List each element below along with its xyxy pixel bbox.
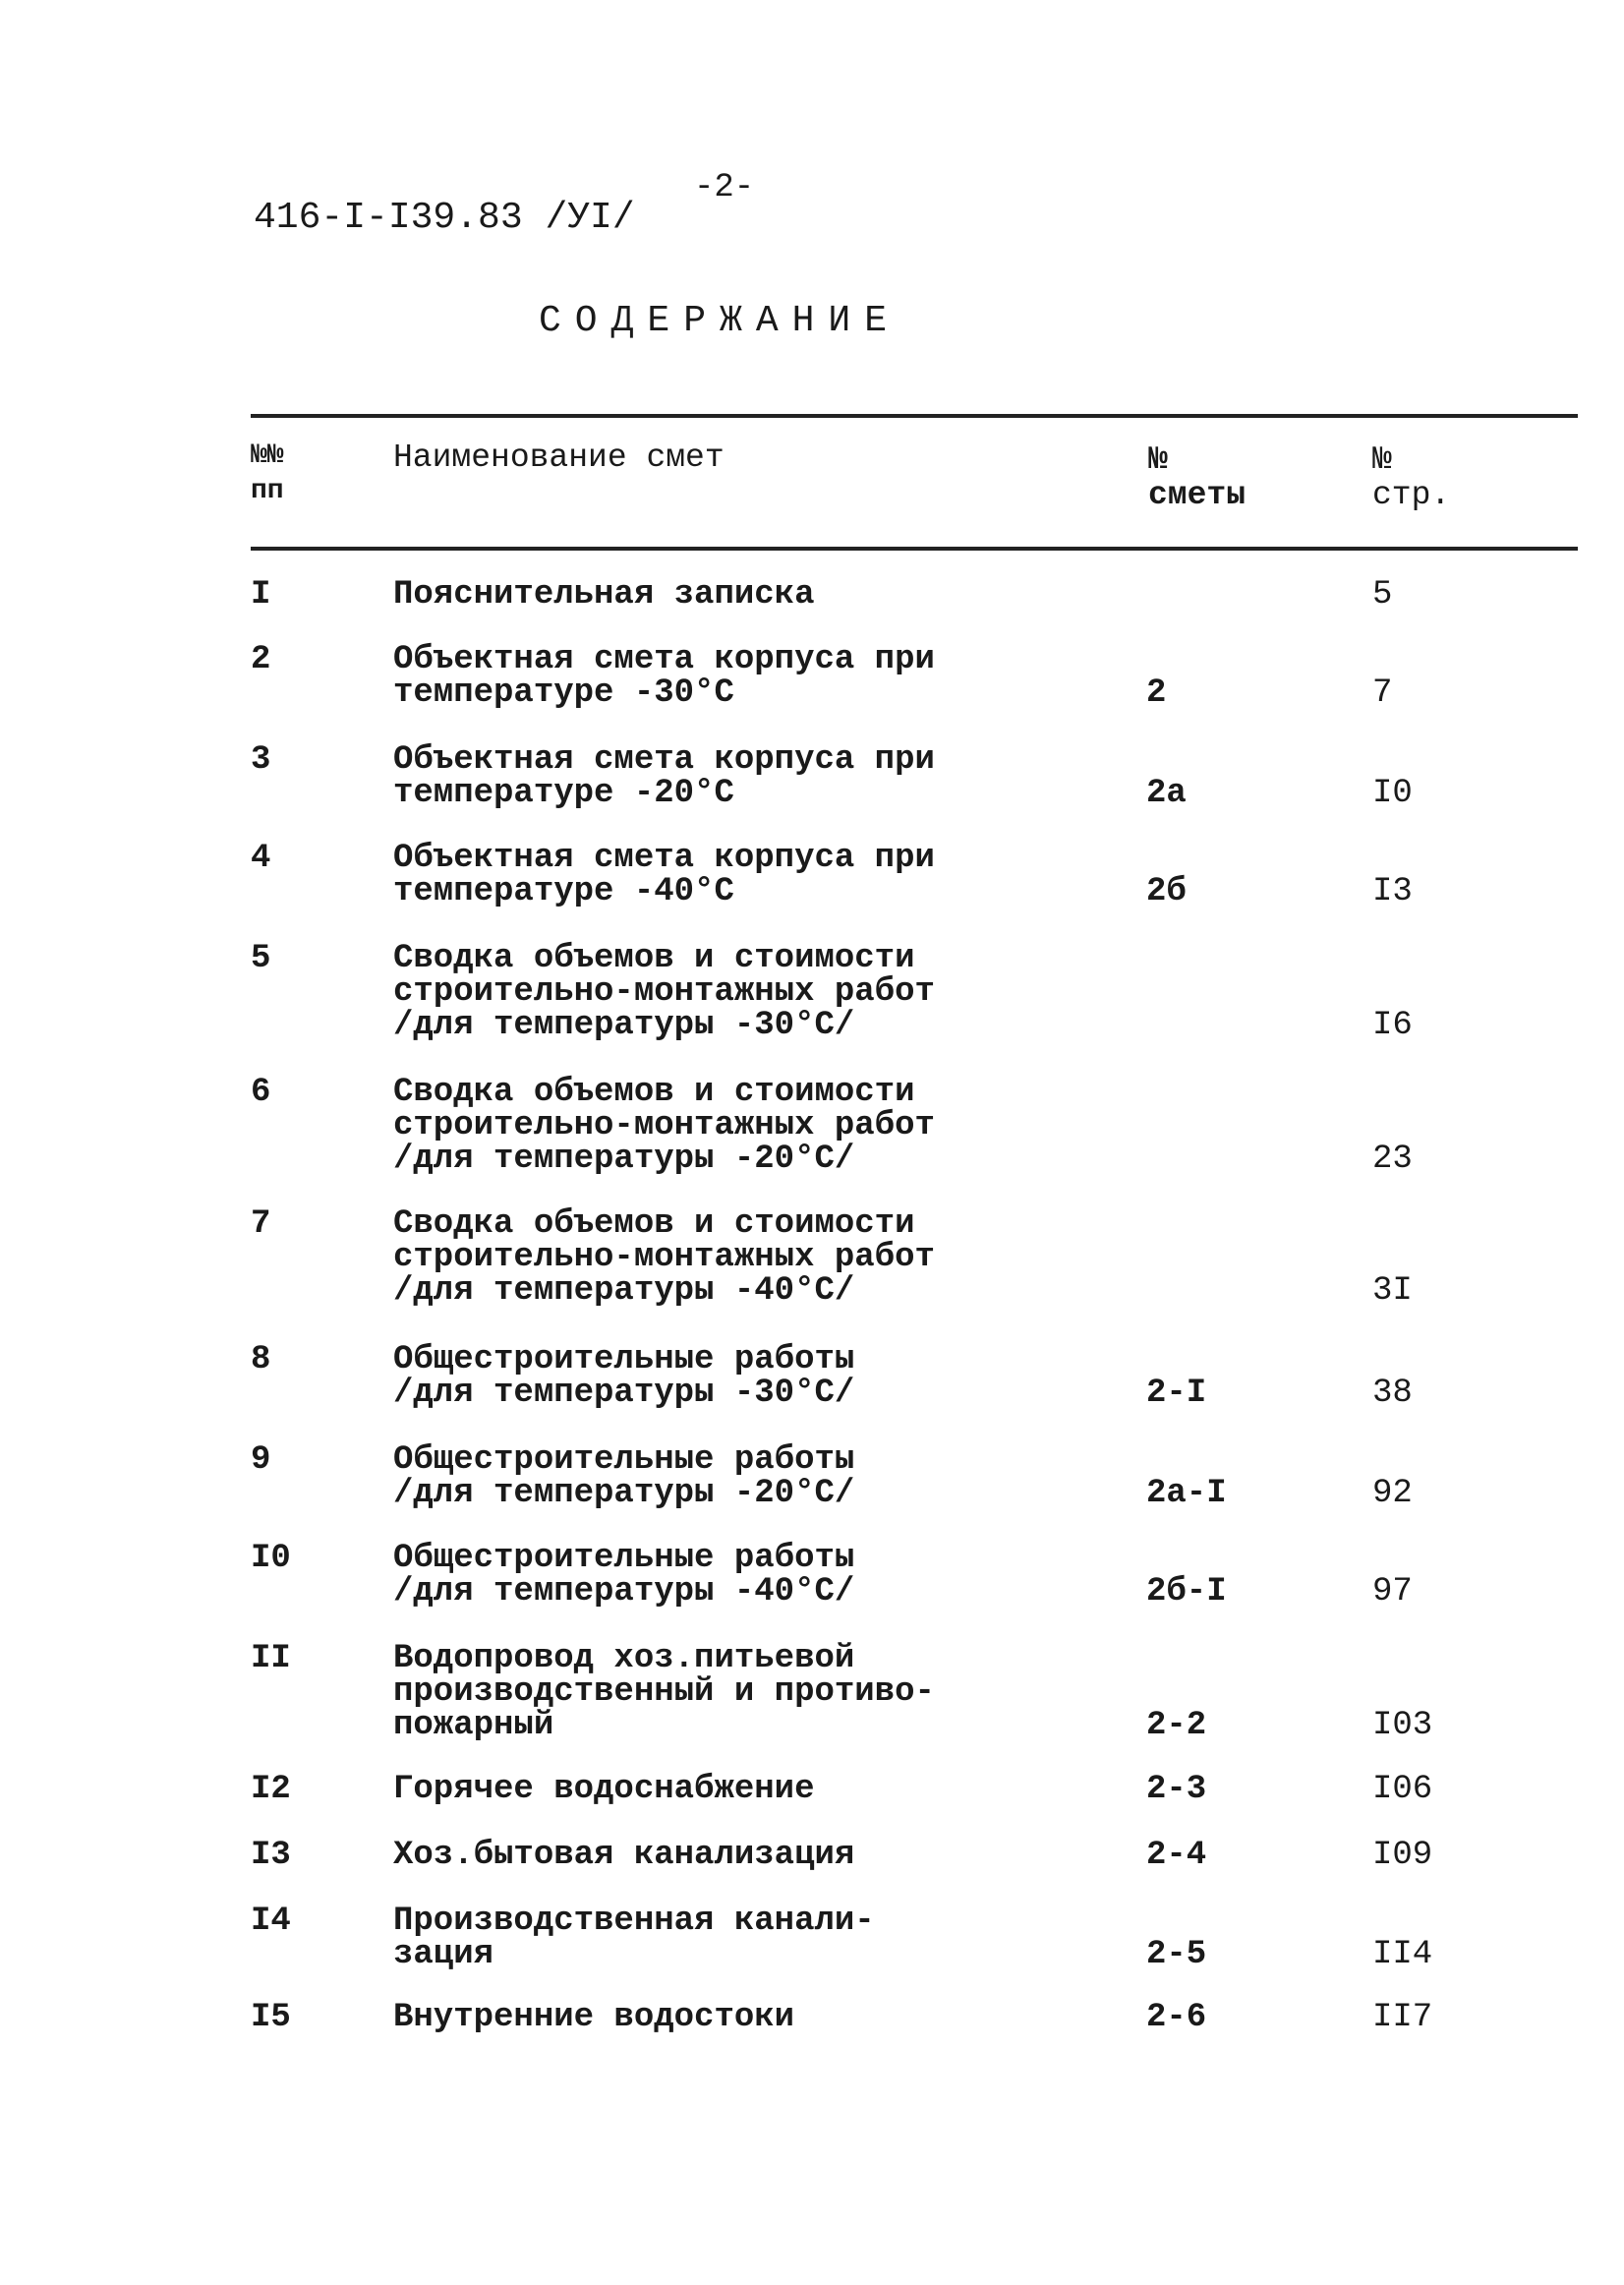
row-number: I2 xyxy=(251,1771,291,1808)
name-line: Сводка объемов и стоимости xyxy=(393,1074,915,1111)
page-ref: II4 xyxy=(1372,1936,1433,1973)
page-ref: I06 xyxy=(1372,1771,1433,1808)
table-row xyxy=(0,1443,1624,1510)
row-number: 6 xyxy=(251,1074,271,1111)
document-number: 416-I-I39.83 /УI/ xyxy=(254,197,635,239)
row-number: 9 xyxy=(251,1441,271,1479)
name-line: /для температуры -40°C/ xyxy=(393,1272,855,1310)
header-line: пп xyxy=(251,476,284,506)
name-line: /для температуры -30°C/ xyxy=(393,1375,855,1412)
name-line: Общестроительные работы xyxy=(393,1441,855,1479)
estimate-name xyxy=(393,643,935,710)
table-row xyxy=(0,1542,1624,1609)
estimate-name xyxy=(393,2001,794,2034)
header-line: №№ xyxy=(251,440,284,471)
row-number: I5 xyxy=(251,1999,291,2036)
column-header-name: Наименование смет xyxy=(393,439,725,476)
name-line: /для температуры -20°C/ xyxy=(393,1141,855,1178)
estimate-name xyxy=(393,1443,854,1510)
table-row xyxy=(0,1207,1624,1308)
table-row xyxy=(0,1642,1624,1742)
name-line: строительно-монтажных работ xyxy=(393,1107,935,1144)
header-line: № xyxy=(1372,441,1392,478)
estimate-number: 2-2 xyxy=(1146,1707,1207,1744)
column-header-estimate xyxy=(1148,442,1246,513)
page-number: -2- xyxy=(694,169,755,206)
estimate-number: 2б xyxy=(1146,873,1187,910)
estimate-number: 2-3 xyxy=(1146,1771,1207,1808)
estimate-name xyxy=(393,842,935,908)
name-line: /для температуры -40°C/ xyxy=(393,1573,855,1611)
estimate-name xyxy=(393,578,814,612)
estimate-number: 2-I xyxy=(1146,1375,1207,1412)
page-ref: 3I xyxy=(1372,1272,1413,1310)
page-ref: I03 xyxy=(1372,1707,1433,1744)
name-line: пожарный xyxy=(393,1707,554,1744)
page-ref: 23 xyxy=(1372,1141,1413,1178)
name-line: Хоз.бытовая канализация xyxy=(393,1837,855,1874)
name-line: Внутренние водостоки xyxy=(393,1999,795,2036)
table-row xyxy=(0,2001,1624,2034)
estimate-name xyxy=(393,1076,935,1176)
page-ref: I3 xyxy=(1372,873,1413,910)
estimate-name xyxy=(393,1207,935,1308)
estimate-number: 2б-I xyxy=(1146,1573,1227,1611)
name-line: строительно-монтажных работ xyxy=(393,1239,935,1276)
estimate-name xyxy=(393,1343,854,1410)
estimate-name xyxy=(393,1773,814,1806)
name-line: температуре -40°C xyxy=(393,873,734,910)
table-row xyxy=(0,842,1624,908)
page-ref: 97 xyxy=(1372,1573,1413,1611)
column-header-page xyxy=(1372,442,1450,513)
name-line: Сводка объемов и стоимости xyxy=(393,940,915,977)
row-number: I xyxy=(251,576,271,614)
estimate-name xyxy=(393,1904,875,1971)
table-row xyxy=(0,1773,1624,1806)
estimate-name xyxy=(393,1839,854,1872)
table-row xyxy=(0,643,1624,710)
name-line: Общестроительные работы xyxy=(393,1540,855,1577)
table-row xyxy=(0,578,1624,612)
row-number: 3 xyxy=(251,741,271,779)
row-number: 7 xyxy=(251,1205,271,1243)
page-ref: 38 xyxy=(1372,1375,1413,1412)
page-ref: II7 xyxy=(1372,1999,1433,2036)
row-number: I3 xyxy=(251,1837,291,1874)
name-line: производственный и противо- xyxy=(393,1673,935,1711)
estimate-name xyxy=(393,743,935,810)
table-row xyxy=(0,942,1624,1042)
table-row xyxy=(0,1343,1624,1410)
estimate-number: 2а xyxy=(1146,775,1187,812)
table-row xyxy=(0,1904,1624,1971)
row-number: II xyxy=(251,1640,291,1677)
row-number: 5 xyxy=(251,940,271,977)
table-header-rule xyxy=(251,547,1578,551)
header-line: сметы xyxy=(1148,477,1247,513)
header-line: стр. xyxy=(1372,477,1451,513)
name-line: Общестроительные работы xyxy=(393,1341,855,1378)
table-top-rule xyxy=(251,414,1578,418)
table-row xyxy=(0,1839,1624,1872)
estimate-name xyxy=(393,1542,854,1609)
estimate-number: 2-4 xyxy=(1146,1837,1207,1874)
name-line: Производственная канали- xyxy=(393,1903,875,1940)
table-row xyxy=(0,743,1624,810)
page-ref: I0 xyxy=(1372,775,1413,812)
row-number: 4 xyxy=(251,840,271,877)
estimate-name xyxy=(393,1642,935,1742)
page-ref: I6 xyxy=(1372,1007,1413,1044)
name-line: /для температуры -20°C/ xyxy=(393,1475,855,1512)
name-line: строительно-монтажных работ xyxy=(393,973,935,1011)
row-number: I4 xyxy=(251,1903,291,1940)
name-line: зация xyxy=(393,1936,494,1973)
row-number: 8 xyxy=(251,1341,271,1378)
page-ref: I09 xyxy=(1372,1837,1433,1874)
estimate-number: 2-5 xyxy=(1146,1936,1207,1973)
estimate-number: 2-6 xyxy=(1146,1999,1207,2036)
page-title: СОДЕРЖАНИЕ xyxy=(539,300,901,342)
row-number: I0 xyxy=(251,1540,291,1577)
header-line: № xyxy=(1148,441,1168,478)
name-line: Водопровод хоз.питьевой xyxy=(393,1640,855,1677)
name-line: Горячее водоснабжение xyxy=(393,1771,815,1808)
name-line: Объектная смета корпуса при xyxy=(393,840,935,877)
column-header-num xyxy=(251,439,284,509)
estimate-number: 2 xyxy=(1146,674,1167,712)
table-row xyxy=(0,1076,1624,1176)
name-line: Объектная смета корпуса при xyxy=(393,641,935,678)
name-line: температуре -30°C xyxy=(393,674,734,712)
name-line: Пояснительная записка xyxy=(393,576,815,614)
estimate-number: 2а-I xyxy=(1146,1475,1227,1512)
page-ref: 5 xyxy=(1372,576,1393,614)
estimate-name xyxy=(393,942,935,1042)
row-number: 2 xyxy=(251,641,271,678)
page-ref: 92 xyxy=(1372,1475,1413,1512)
name-line: Объектная смета корпуса при xyxy=(393,741,935,779)
name-line: Сводка объемов и стоимости xyxy=(393,1205,915,1243)
page-ref: 7 xyxy=(1372,674,1393,712)
name-line: /для температуры -30°C/ xyxy=(393,1007,855,1044)
name-line: температуре -20°C xyxy=(393,775,734,812)
